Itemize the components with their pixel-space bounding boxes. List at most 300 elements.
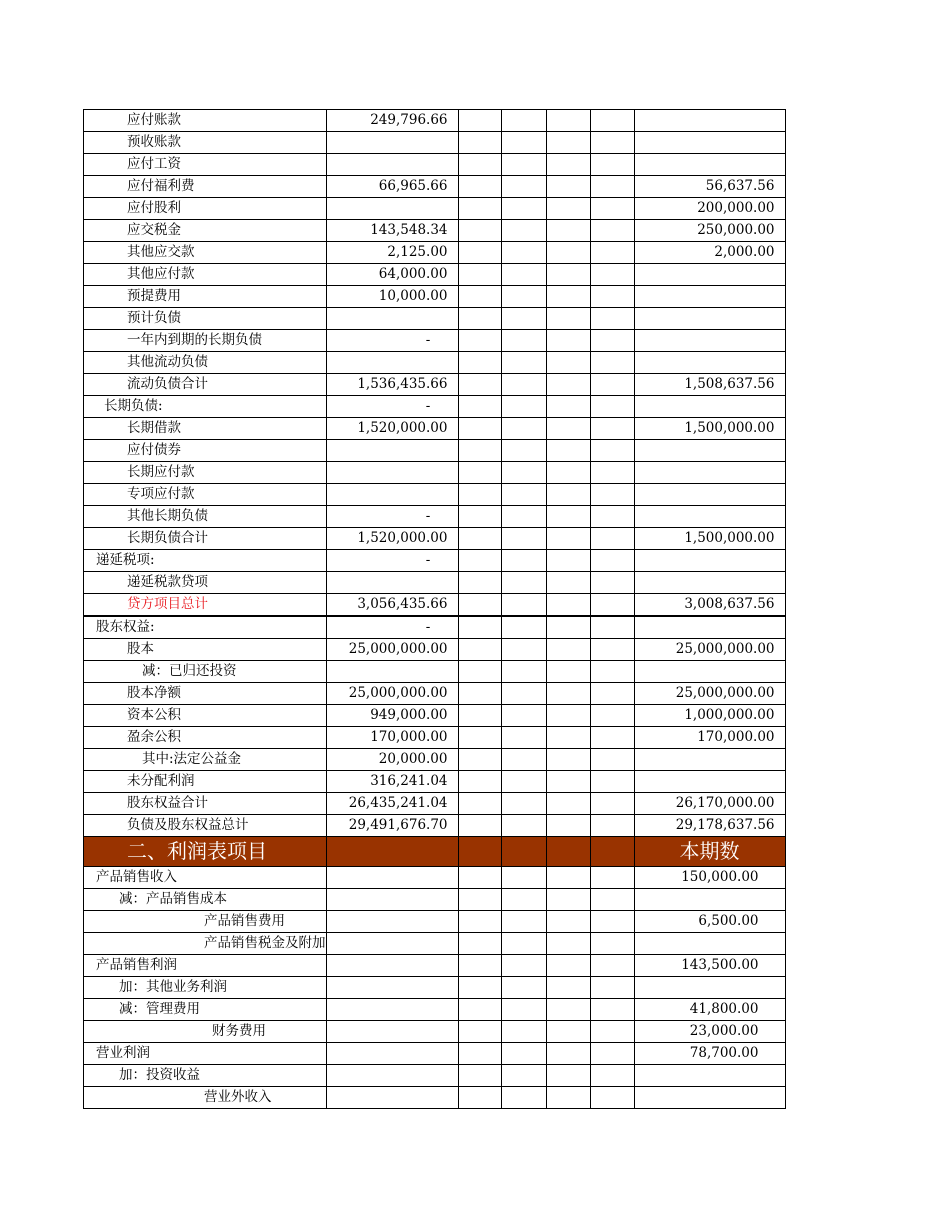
blank-cell[interactable] <box>590 1043 634 1065</box>
prior-value-cell[interactable]: 143,548.34 <box>326 220 458 242</box>
current-value-cell[interactable] <box>634 749 785 771</box>
blank-cell[interactable] <box>546 977 590 999</box>
blank-cell[interactable] <box>590 1021 634 1043</box>
row-label-cell[interactable]: 应付账款 <box>84 110 327 132</box>
blank-cell[interactable] <box>458 528 501 550</box>
blank-cell[interactable] <box>590 955 634 977</box>
blank-cell[interactable] <box>590 1087 634 1109</box>
blank-cell[interactable] <box>458 396 501 418</box>
blank-cell[interactable] <box>458 484 501 506</box>
blank-cell[interactable] <box>546 815 590 837</box>
blank-cell[interactable] <box>458 506 501 528</box>
blank-cell[interactable] <box>546 1021 590 1043</box>
blank-cell[interactable] <box>501 727 546 749</box>
row-label-cell[interactable]: 加：投资收益 <box>84 1065 327 1087</box>
current-value-cell[interactable] <box>634 352 785 374</box>
blank-cell[interactable] <box>458 572 501 594</box>
current-value-cell[interactable]: 78,700.00 <box>634 1043 785 1065</box>
blank-cell[interactable] <box>590 308 634 330</box>
row-label-cell[interactable]: 负债及股东权益总计 <box>84 815 327 837</box>
blank-cell[interactable] <box>501 374 546 396</box>
blank-cell[interactable] <box>546 484 590 506</box>
current-value-cell[interactable] <box>634 771 785 793</box>
current-value-cell[interactable] <box>634 889 785 911</box>
prior-value-cell[interactable] <box>326 955 458 977</box>
blank-cell[interactable] <box>546 110 590 132</box>
row-label-cell[interactable]: 预提费用 <box>84 286 327 308</box>
blank-cell[interactable] <box>546 572 590 594</box>
blank-cell[interactable] <box>546 705 590 727</box>
blank-cell[interactable] <box>458 264 501 286</box>
blank-cell[interactable] <box>590 867 634 889</box>
blank-cell[interactable] <box>501 242 546 264</box>
current-value-cell[interactable]: 1,000,000.00 <box>634 705 785 727</box>
blank-cell[interactable] <box>546 440 590 462</box>
blank-cell[interactable] <box>458 550 501 572</box>
prior-value-cell[interactable]: - <box>326 550 458 572</box>
row-label-cell[interactable]: 预计负债 <box>84 308 327 330</box>
blank-cell[interactable] <box>501 639 546 661</box>
blank-cell[interactable] <box>501 572 546 594</box>
prior-value-cell[interactable]: 64,000.00 <box>326 264 458 286</box>
blank-cell[interactable] <box>501 594 546 617</box>
row-label-cell[interactable]: 股东权益合计 <box>84 793 327 815</box>
blank-cell[interactable] <box>546 616 590 639</box>
current-value-cell[interactable]: 1,500,000.00 <box>634 528 785 550</box>
prior-value-cell[interactable] <box>326 661 458 683</box>
blank-cell[interactable] <box>590 154 634 176</box>
blank-cell[interactable] <box>546 867 590 889</box>
prior-value-cell[interactable]: 26,435,241.04 <box>326 793 458 815</box>
blank-cell[interactable] <box>501 999 546 1021</box>
prior-value-cell[interactable] <box>326 911 458 933</box>
blank-cell[interactable] <box>458 418 501 440</box>
blank-cell[interactable] <box>590 911 634 933</box>
blank-cell[interactable] <box>458 440 501 462</box>
prior-value-cell[interactable]: 249,796.66 <box>326 110 458 132</box>
blank-cell[interactable] <box>546 220 590 242</box>
current-value-cell[interactable] <box>634 661 785 683</box>
blank-cell[interactable] <box>458 374 501 396</box>
blank-cell[interactable] <box>546 727 590 749</box>
prior-value-cell[interactable]: 1,536,435.66 <box>326 374 458 396</box>
prior-value-cell[interactable] <box>326 572 458 594</box>
blank-cell[interactable] <box>458 352 501 374</box>
row-label-cell[interactable]: 其他应交款 <box>84 242 327 264</box>
row-label-cell[interactable]: 产品销售收入 <box>84 867 327 889</box>
blank-cell[interactable] <box>501 911 546 933</box>
row-label-cell[interactable]: 产品销售税金及附加 <box>84 933 327 955</box>
blank-cell[interactable] <box>590 220 634 242</box>
blank-cell[interactable] <box>501 661 546 683</box>
row-label-cell[interactable]: 其他流动负债 <box>84 352 327 374</box>
prior-value-cell[interactable]: 1,520,000.00 <box>326 528 458 550</box>
current-value-cell[interactable]: 41,800.00 <box>634 999 785 1021</box>
blank-cell[interactable] <box>501 264 546 286</box>
current-value-cell[interactable] <box>634 616 785 639</box>
row-label-cell[interactable]: 加：其他业务利润 <box>84 977 327 999</box>
blank-cell[interactable] <box>546 286 590 308</box>
row-label-cell[interactable]: 财务费用 <box>84 1021 327 1043</box>
prior-value-cell[interactable] <box>326 484 458 506</box>
current-value-cell[interactable] <box>634 264 785 286</box>
blank-cell[interactable] <box>546 911 590 933</box>
blank-cell[interactable] <box>546 749 590 771</box>
prior-value-cell[interactable] <box>326 867 458 889</box>
blank-cell[interactable] <box>590 815 634 837</box>
current-value-cell[interactable] <box>634 330 785 352</box>
blank-cell[interactable] <box>501 977 546 999</box>
blank-cell[interactable] <box>546 594 590 617</box>
blank-cell[interactable] <box>546 771 590 793</box>
blank-cell[interactable] <box>546 132 590 154</box>
blank-cell[interactable] <box>546 550 590 572</box>
current-value-cell[interactable] <box>634 154 785 176</box>
blank-cell[interactable] <box>590 683 634 705</box>
blank-cell[interactable] <box>458 308 501 330</box>
current-value-cell[interactable] <box>634 440 785 462</box>
blank-cell[interactable] <box>458 220 501 242</box>
row-label-cell[interactable]: 预收账款 <box>84 132 327 154</box>
blank-cell[interactable] <box>501 1021 546 1043</box>
blank-cell[interactable] <box>501 308 546 330</box>
current-value-cell[interactable]: 1,508,637.56 <box>634 374 785 396</box>
row-label-cell[interactable]: 长期负债合计 <box>84 528 327 550</box>
current-value-cell[interactable]: 6,500.00 <box>634 911 785 933</box>
blank-cell[interactable] <box>501 352 546 374</box>
blank-cell[interactable] <box>501 1043 546 1065</box>
blank-cell[interactable] <box>501 955 546 977</box>
blank-cell[interactable] <box>590 528 634 550</box>
blank-cell[interactable] <box>501 749 546 771</box>
blank-cell[interactable] <box>501 220 546 242</box>
row-label-cell[interactable]: 应付福利费 <box>84 176 327 198</box>
blank-cell[interactable] <box>458 749 501 771</box>
blank-cell[interactable] <box>458 705 501 727</box>
blank-cell[interactable] <box>501 550 546 572</box>
blank-cell[interactable] <box>590 999 634 1021</box>
current-value-cell[interactable] <box>634 1065 785 1087</box>
blank-cell[interactable] <box>546 1065 590 1087</box>
blank-cell[interactable] <box>590 418 634 440</box>
blank-cell[interactable] <box>590 110 634 132</box>
blank-cell[interactable] <box>501 396 546 418</box>
blank-cell[interactable] <box>458 793 501 815</box>
blank-cell[interactable] <box>590 661 634 683</box>
row-label-cell[interactable]: 产品销售利润 <box>84 955 327 977</box>
prior-value-cell[interactable]: 29,491,676.70 <box>326 815 458 837</box>
blank-cell[interactable] <box>590 749 634 771</box>
prior-value-cell[interactable]: 316,241.04 <box>326 771 458 793</box>
blank-cell[interactable] <box>546 506 590 528</box>
prior-value-cell[interactable] <box>326 1043 458 1065</box>
prior-value-cell[interactable]: 1,520,000.00 <box>326 418 458 440</box>
current-value-cell[interactable]: 23,000.00 <box>634 1021 785 1043</box>
prior-value-cell[interactable]: 66,965.66 <box>326 176 458 198</box>
prior-value-cell[interactable]: - <box>326 506 458 528</box>
row-label-cell[interactable]: 未分配利润 <box>84 771 327 793</box>
current-value-cell[interactable] <box>634 308 785 330</box>
blank-cell[interactable] <box>458 977 501 999</box>
blank-cell[interactable] <box>590 198 634 220</box>
row-label-cell[interactable]: 股东权益: <box>84 616 327 639</box>
row-label-cell[interactable]: 长期应付款 <box>84 462 327 484</box>
blank-cell[interactable] <box>590 396 634 418</box>
blank-cell[interactable] <box>458 1087 501 1109</box>
blank-cell[interactable] <box>590 1065 634 1087</box>
blank-cell[interactable] <box>590 550 634 572</box>
current-value-cell[interactable]: 26,170,000.00 <box>634 793 785 815</box>
blank-cell[interactable] <box>590 889 634 911</box>
prior-value-cell[interactable] <box>326 933 458 955</box>
blank-cell[interactable] <box>501 440 546 462</box>
blank-cell[interactable] <box>590 374 634 396</box>
blank-cell[interactable] <box>501 1065 546 1087</box>
blank-cell[interactable] <box>458 242 501 264</box>
blank-cell[interactable] <box>501 705 546 727</box>
current-value-cell[interactable] <box>634 506 785 528</box>
blank-cell[interactable] <box>458 616 501 639</box>
blank-cell[interactable] <box>590 264 634 286</box>
blank-cell[interactable] <box>501 154 546 176</box>
prior-value-cell[interactable] <box>326 1021 458 1043</box>
current-value-cell[interactable]: 3,008,637.56 <box>634 594 785 617</box>
blank-cell[interactable] <box>590 506 634 528</box>
blank-cell[interactable] <box>590 330 634 352</box>
current-value-cell[interactable]: 1,500,000.00 <box>634 418 785 440</box>
blank-cell[interactable] <box>458 955 501 977</box>
blank-cell[interactable] <box>501 418 546 440</box>
blank-cell[interactable] <box>590 639 634 661</box>
blank-cell[interactable] <box>590 594 634 617</box>
row-label-cell[interactable]: 产品销售费用 <box>84 911 327 933</box>
current-value-cell[interactable] <box>634 132 785 154</box>
blank-cell[interactable] <box>546 933 590 955</box>
row-label-cell[interactable]: 应交税金 <box>84 220 327 242</box>
blank-cell[interactable] <box>590 242 634 264</box>
blank-cell[interactable] <box>546 352 590 374</box>
row-label-cell[interactable]: 其他应付款 <box>84 264 327 286</box>
blank-cell[interactable] <box>590 616 634 639</box>
blank-cell[interactable] <box>458 771 501 793</box>
blank-cell[interactable] <box>458 639 501 661</box>
blank-cell[interactable] <box>590 286 634 308</box>
row-label-cell[interactable]: 其中:法定公益金 <box>84 749 327 771</box>
blank-cell[interactable] <box>501 867 546 889</box>
blank-cell[interactable] <box>458 661 501 683</box>
blank-cell[interactable] <box>501 933 546 955</box>
prior-value-cell[interactable]: - <box>326 616 458 639</box>
blank-cell[interactable] <box>546 176 590 198</box>
blank-cell[interactable] <box>501 683 546 705</box>
blank-cell[interactable] <box>458 683 501 705</box>
prior-value-cell[interactable]: - <box>326 396 458 418</box>
blank-cell[interactable] <box>458 198 501 220</box>
prior-value-cell[interactable] <box>326 308 458 330</box>
blank-cell[interactable] <box>501 616 546 639</box>
prior-value-cell[interactable] <box>326 977 458 999</box>
blank-cell[interactable] <box>546 955 590 977</box>
prior-value-cell[interactable]: 2,125.00 <box>326 242 458 264</box>
prior-value-cell[interactable] <box>326 154 458 176</box>
blank-cell[interactable] <box>590 793 634 815</box>
blank-cell[interactable] <box>546 793 590 815</box>
blank-cell[interactable] <box>590 132 634 154</box>
row-label-cell[interactable]: 递延税款贷项 <box>84 572 327 594</box>
current-value-cell[interactable] <box>634 550 785 572</box>
blank-cell[interactable] <box>501 198 546 220</box>
blank-cell[interactable] <box>546 374 590 396</box>
blank-cell[interactable] <box>501 815 546 837</box>
blank-cell[interactable] <box>501 110 546 132</box>
blank-cell[interactable] <box>546 889 590 911</box>
blank-cell[interactable] <box>546 1043 590 1065</box>
row-label-cell[interactable]: 股本 <box>84 639 327 661</box>
blank-cell[interactable] <box>590 977 634 999</box>
blank-cell[interactable] <box>546 1087 590 1109</box>
row-label-cell[interactable]: 减：产品销售成本 <box>84 889 327 911</box>
blank-cell[interactable] <box>501 889 546 911</box>
blank-cell[interactable] <box>501 330 546 352</box>
blank-cell[interactable] <box>590 572 634 594</box>
blank-cell[interactable] <box>458 110 501 132</box>
row-label-cell[interactable]: 贷方项目总计 <box>84 594 327 617</box>
current-value-cell[interactable]: 143,500.00 <box>634 955 785 977</box>
blank-cell[interactable] <box>501 132 546 154</box>
current-value-cell[interactable] <box>634 933 785 955</box>
blank-cell[interactable] <box>458 1021 501 1043</box>
prior-value-cell[interactable]: - <box>326 330 458 352</box>
current-value-cell[interactable] <box>634 572 785 594</box>
row-label-cell[interactable]: 资本公积 <box>84 705 327 727</box>
prior-value-cell[interactable] <box>326 352 458 374</box>
prior-value-cell[interactable] <box>326 889 458 911</box>
prior-value-cell[interactable] <box>326 1087 458 1109</box>
prior-value-cell[interactable] <box>326 462 458 484</box>
blank-cell[interactable] <box>546 264 590 286</box>
blank-cell[interactable] <box>590 705 634 727</box>
blank-cell[interactable] <box>546 528 590 550</box>
row-label-cell[interactable]: 一年内到期的长期负债 <box>84 330 327 352</box>
blank-cell[interactable] <box>546 999 590 1021</box>
current-value-cell[interactable] <box>634 396 785 418</box>
blank-cell[interactable] <box>501 771 546 793</box>
current-value-cell[interactable]: 150,000.00 <box>634 867 785 889</box>
blank-cell[interactable] <box>546 308 590 330</box>
row-label-cell[interactable]: 盈余公积 <box>84 727 327 749</box>
current-value-cell[interactable]: 56,637.56 <box>634 176 785 198</box>
blank-cell[interactable] <box>546 639 590 661</box>
prior-value-cell[interactable]: 949,000.00 <box>326 705 458 727</box>
blank-cell[interactable] <box>458 867 501 889</box>
blank-cell[interactable] <box>546 661 590 683</box>
row-label-cell[interactable]: 应付股利 <box>84 198 327 220</box>
blank-cell[interactable] <box>546 396 590 418</box>
blank-cell[interactable] <box>458 1043 501 1065</box>
blank-cell[interactable] <box>546 462 590 484</box>
current-value-cell[interactable]: 250,000.00 <box>634 220 785 242</box>
blank-cell[interactable] <box>501 484 546 506</box>
blank-cell[interactable] <box>590 933 634 955</box>
blank-cell[interactable] <box>590 176 634 198</box>
blank-cell[interactable] <box>458 727 501 749</box>
blank-cell[interactable] <box>590 771 634 793</box>
current-value-cell[interactable] <box>634 484 785 506</box>
blank-cell[interactable] <box>458 911 501 933</box>
blank-cell[interactable] <box>590 462 634 484</box>
row-label-cell[interactable]: 长期借款 <box>84 418 327 440</box>
row-label-cell[interactable]: 股本净额 <box>84 683 327 705</box>
row-label-cell[interactable]: 专项应付款 <box>84 484 327 506</box>
current-value-cell[interactable]: 200,000.00 <box>634 198 785 220</box>
current-value-cell[interactable]: 25,000,000.00 <box>634 639 785 661</box>
blank-cell[interactable] <box>546 198 590 220</box>
current-value-cell[interactable] <box>634 462 785 484</box>
blank-cell[interactable] <box>458 999 501 1021</box>
prior-value-cell[interactable]: 20,000.00 <box>326 749 458 771</box>
row-label-cell[interactable]: 应付工资 <box>84 154 327 176</box>
row-label-cell[interactable]: 营业利润 <box>84 1043 327 1065</box>
prior-value-cell[interactable] <box>326 1065 458 1087</box>
row-label-cell[interactable]: 递延税项: <box>84 550 327 572</box>
blank-cell[interactable] <box>458 594 501 617</box>
blank-cell[interactable] <box>546 418 590 440</box>
prior-value-cell[interactable]: 10,000.00 <box>326 286 458 308</box>
blank-cell[interactable] <box>590 727 634 749</box>
blank-cell[interactable] <box>501 793 546 815</box>
blank-cell[interactable] <box>458 176 501 198</box>
blank-cell[interactable] <box>590 484 634 506</box>
blank-cell[interactable] <box>546 242 590 264</box>
current-value-cell[interactable]: 170,000.00 <box>634 727 785 749</box>
current-value-cell[interactable] <box>634 977 785 999</box>
current-value-cell[interactable]: 2,000.00 <box>634 242 785 264</box>
blank-cell[interactable] <box>458 330 501 352</box>
blank-cell[interactable] <box>501 1087 546 1109</box>
blank-cell[interactable] <box>458 815 501 837</box>
blank-cell[interactable] <box>458 132 501 154</box>
row-label-cell[interactable]: 减：管理费用 <box>84 999 327 1021</box>
current-value-cell[interactable]: 25,000,000.00 <box>634 683 785 705</box>
row-label-cell[interactable]: 营业外收入 <box>84 1087 327 1109</box>
prior-value-cell[interactable]: 170,000.00 <box>326 727 458 749</box>
blank-cell[interactable] <box>546 154 590 176</box>
blank-cell[interactable] <box>546 330 590 352</box>
blank-cell[interactable] <box>501 528 546 550</box>
blank-cell[interactable] <box>546 683 590 705</box>
row-label-cell[interactable]: 应付债券 <box>84 440 327 462</box>
prior-value-cell[interactable]: 3,056,435.66 <box>326 594 458 617</box>
current-value-cell[interactable] <box>634 1087 785 1109</box>
blank-cell[interactable] <box>501 176 546 198</box>
blank-cell[interactable] <box>458 889 501 911</box>
current-value-cell[interactable] <box>634 110 785 132</box>
blank-cell[interactable] <box>501 462 546 484</box>
blank-cell[interactable] <box>501 286 546 308</box>
current-value-cell[interactable] <box>634 286 785 308</box>
blank-cell[interactable] <box>458 1065 501 1087</box>
prior-value-cell[interactable] <box>326 999 458 1021</box>
blank-cell[interactable] <box>458 154 501 176</box>
blank-cell[interactable] <box>501 506 546 528</box>
blank-cell[interactable] <box>458 462 501 484</box>
prior-value-cell[interactable]: 25,000,000.00 <box>326 639 458 661</box>
prior-value-cell[interactable] <box>326 132 458 154</box>
row-label-cell[interactable]: 其他长期负债 <box>84 506 327 528</box>
row-label-cell[interactable]: 流动负债合计 <box>84 374 327 396</box>
blank-cell[interactable] <box>458 286 501 308</box>
blank-cell[interactable] <box>458 933 501 955</box>
